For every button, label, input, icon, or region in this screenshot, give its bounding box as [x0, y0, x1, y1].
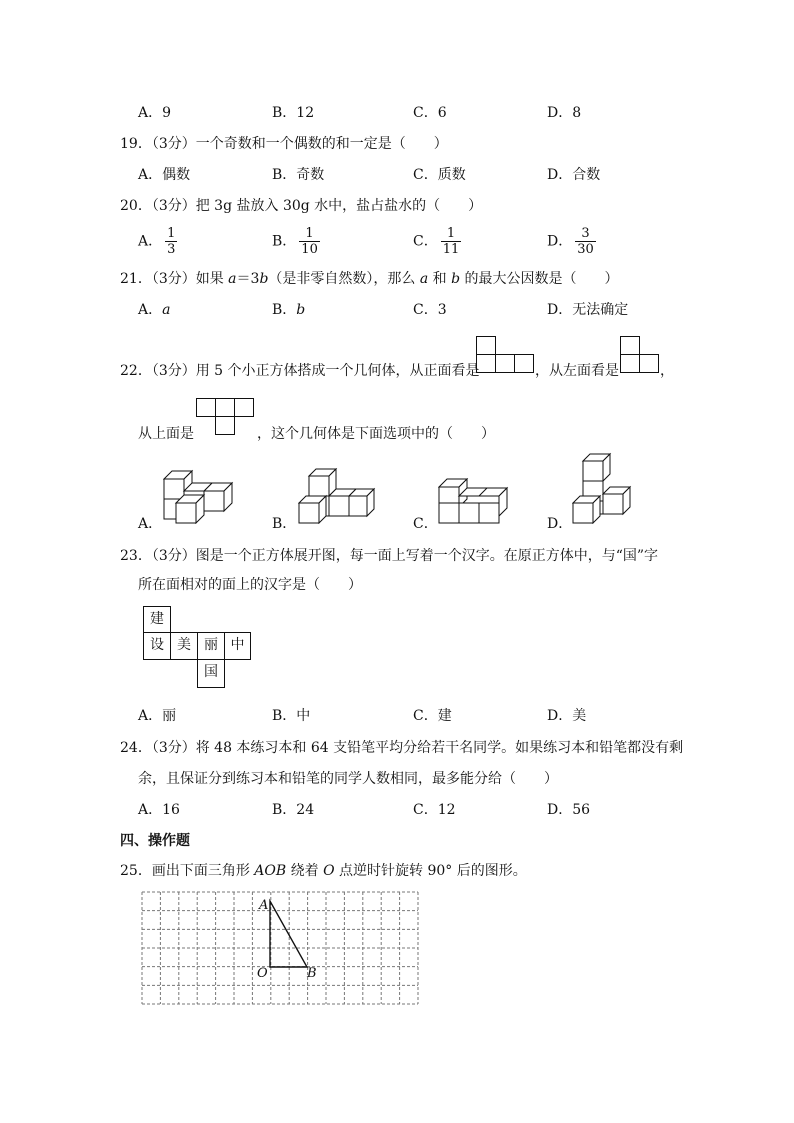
q23-stem-2: 所在面相对的面上的汉字是（ ） — [138, 577, 362, 593]
q24-stem-1: 24．（3分）将 48 本练习本和 64 支铅笔平均分给若干名同学。如果练习本和铅笔都没有剩 — [120, 740, 684, 756]
q23-option-c: C．建 — [413, 708, 452, 724]
cube-net — [143, 606, 251, 688]
q22-option-d-label: D． — [547, 516, 573, 532]
q18-option-c: C．6 — [413, 105, 447, 121]
q22-option-b-figure — [298, 468, 376, 524]
top-view-figure — [196, 398, 254, 436]
q22-option-c-figure — [438, 478, 510, 524]
rotation-grid — [141, 891, 419, 1005]
q19-option-d: D．合数 — [547, 167, 601, 183]
q22-option-b-label: B． — [272, 516, 297, 532]
front-view-figure — [476, 336, 534, 374]
q22-stem-3: ， — [660, 363, 674, 379]
q21-option-c: C．3 — [413, 302, 447, 318]
fraction: $\frac{3}{30}$ — [577, 226, 594, 257]
q22-stem-2: ，从左面看是 — [535, 363, 619, 379]
q21-stem: 21．（3分）如果 a＝3b（是非零自然数），那么 a 和 b 的最大公因数是（ ） — [120, 271, 619, 287]
net-cell-jian: 建 — [143, 606, 171, 633]
q20-option-a: A． $\frac{1}{3}$ — [138, 226, 176, 257]
q21-option-b: B．b — [272, 302, 306, 318]
q20-option-d: D． $\frac{3}{30}$ — [547, 226, 594, 257]
q22-stem-1: 22．（3分）用 5 个小正方体搭成一个几何体，从正面看是 — [120, 363, 480, 379]
q24-option-d: D．56 — [547, 802, 591, 818]
q23-option-b: B．中 — [272, 708, 311, 724]
q24-stem-2: 余，且保证分到练习本和铅笔的同学人数相同，最多能分给（ ） — [138, 771, 558, 787]
left-view-figure — [620, 336, 660, 374]
q18-option-b: B．12 — [272, 105, 315, 121]
q21-option-d: D．无法确定 — [547, 302, 629, 318]
q22-stem-4: 从上面是 — [138, 426, 194, 442]
section-title: 四、操作题 — [120, 833, 190, 849]
net-cell-she: 设 — [143, 632, 171, 660]
q22-option-d-figure — [572, 452, 632, 524]
q23-option-d: D．美 — [547, 708, 587, 724]
q24-option-a: A．16 — [138, 802, 180, 818]
q22-option-a-figure — [163, 468, 235, 524]
net-cell-mei: 美 — [170, 632, 198, 660]
grid-figure — [141, 891, 419, 1005]
q21-option-a: A．a — [138, 302, 171, 318]
fraction: $\frac{1}{10}$ — [301, 226, 318, 257]
q24-option-c: C．12 — [413, 802, 456, 818]
point-label-b: B — [307, 966, 317, 981]
q25-stem: 25．画出下面三角形 AOB 绕着 O 点逆时针旋转 90° 后的图形。 — [120, 863, 527, 879]
q23-option-a: A．丽 — [138, 708, 177, 724]
q20-option-b: B． $\frac{1}{10}$ — [272, 226, 318, 257]
q22-option-c-label: C． — [413, 516, 438, 532]
net-cell-guo: 国 — [197, 659, 225, 688]
q19-option-b: B．奇数 — [272, 167, 325, 183]
q23-stem-1: 23．（3分）图是一个正方体展开图，每一面上写着一个汉字。在原正方体中，与“国”字 — [120, 548, 659, 564]
q20-option-c: C． $\frac{1}{11}$ — [413, 226, 460, 257]
fraction: $\frac{1}{3}$ — [167, 226, 176, 257]
q22-stem-5: ，这个几何体是下面选项中的（ ） — [257, 426, 495, 442]
q20-stem: 20．（3分）把 3g 盐放入 30g 水中，盐占盐水的（ ） — [120, 198, 483, 214]
q19-option-c: C．质数 — [413, 167, 466, 183]
fraction: $\frac{1}{11}$ — [442, 226, 460, 257]
q19-stem: 19．（3分）一个奇数和一个偶数的和一定是（ ） — [120, 136, 448, 152]
net-cell-li: 丽 — [197, 632, 225, 660]
q19-option-a: A．偶数 — [138, 167, 191, 183]
q18-option-d: D．8 — [547, 105, 582, 121]
point-label-a: A — [259, 898, 269, 913]
q22-option-a-label: A． — [138, 516, 163, 532]
q24-option-b: B．24 — [272, 802, 315, 818]
q18-option-a: A．9 — [138, 105, 172, 121]
point-label-o: O — [257, 966, 268, 981]
net-cell-zhong: 中 — [224, 632, 251, 660]
